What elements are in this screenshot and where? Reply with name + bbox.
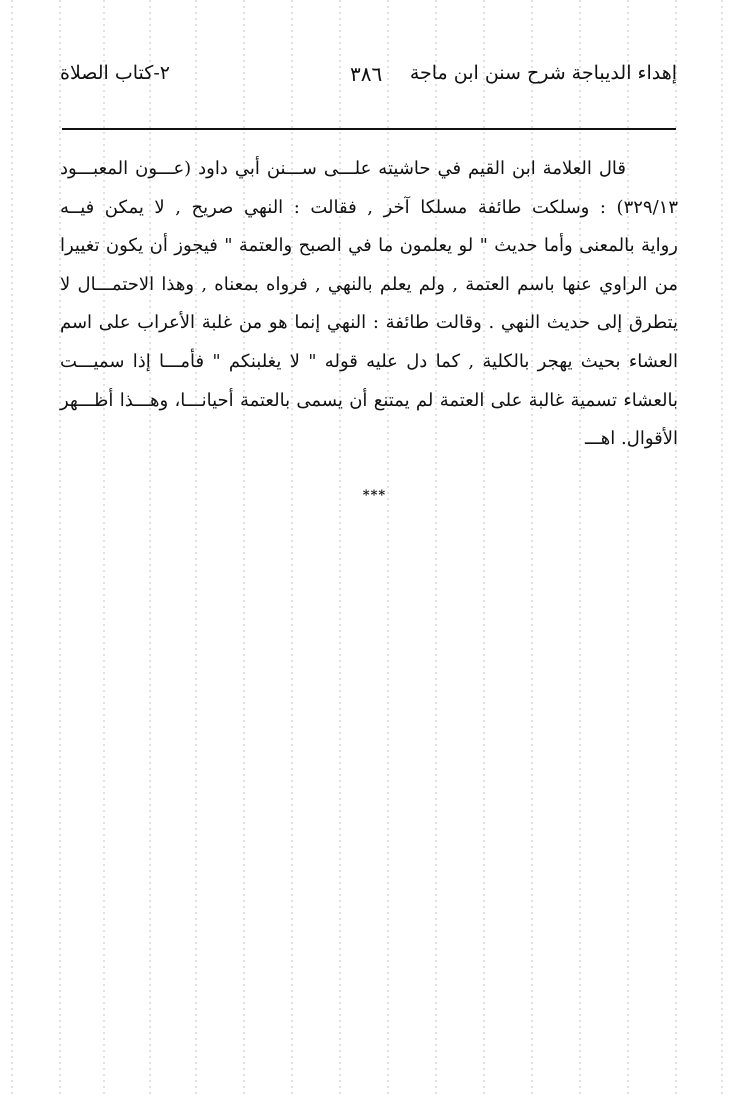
text-line: الأقوال. اهـــ [584, 428, 678, 450]
text-line: رواية بالمعنى وأما حديث " لو يعلمون ما في الصبح والعتمة " فيجوز أن يكون تغييرا [60, 235, 678, 257]
text-line: العشاء بحيث يهجر بالكلية , كما دل عليه قوله " لا يغلبنكم " فأمـــا إذا سميـــت [60, 350, 678, 372]
running-head: إهداء الديباجة شرح سنن ابن ماجة [409, 62, 677, 84]
body-text [60, 150, 678, 459]
page-number: ٣٨٦ [350, 62, 383, 86]
text-line: ٣٢٩/١٣) : وسلكت طائفة مسلكا آخر , فقالت : النهي صريح , لا يمكن فيــه [60, 196, 678, 218]
text-line: من الراوي عنها باسم العتمة , ولم يعلم بالنهي , فرواه بمعناه , وهذا الاحتمـــال لا [60, 273, 678, 295]
header-rule [62, 128, 676, 130]
page-header [60, 62, 677, 92]
text-line: يتطرق إلى حديث النهي . وقالت طائفة : النهي إنما هو من غلبة الأعراب على اسم [60, 312, 678, 334]
text-line: قال العلامة ابن القيم في حاشيته علـــى ســـنن أبي داود (عـــون المعبـــود [60, 158, 627, 179]
chapter-title: ٢-كتاب الصلاة [60, 62, 170, 84]
section-separator: *** [362, 488, 387, 503]
text-line: بالعشاء تسمية غالبة على العتمة لم يمتنع أن يسمى بالعتمة أحيانـــا، وهـــذا أظـــهر [60, 389, 678, 411]
